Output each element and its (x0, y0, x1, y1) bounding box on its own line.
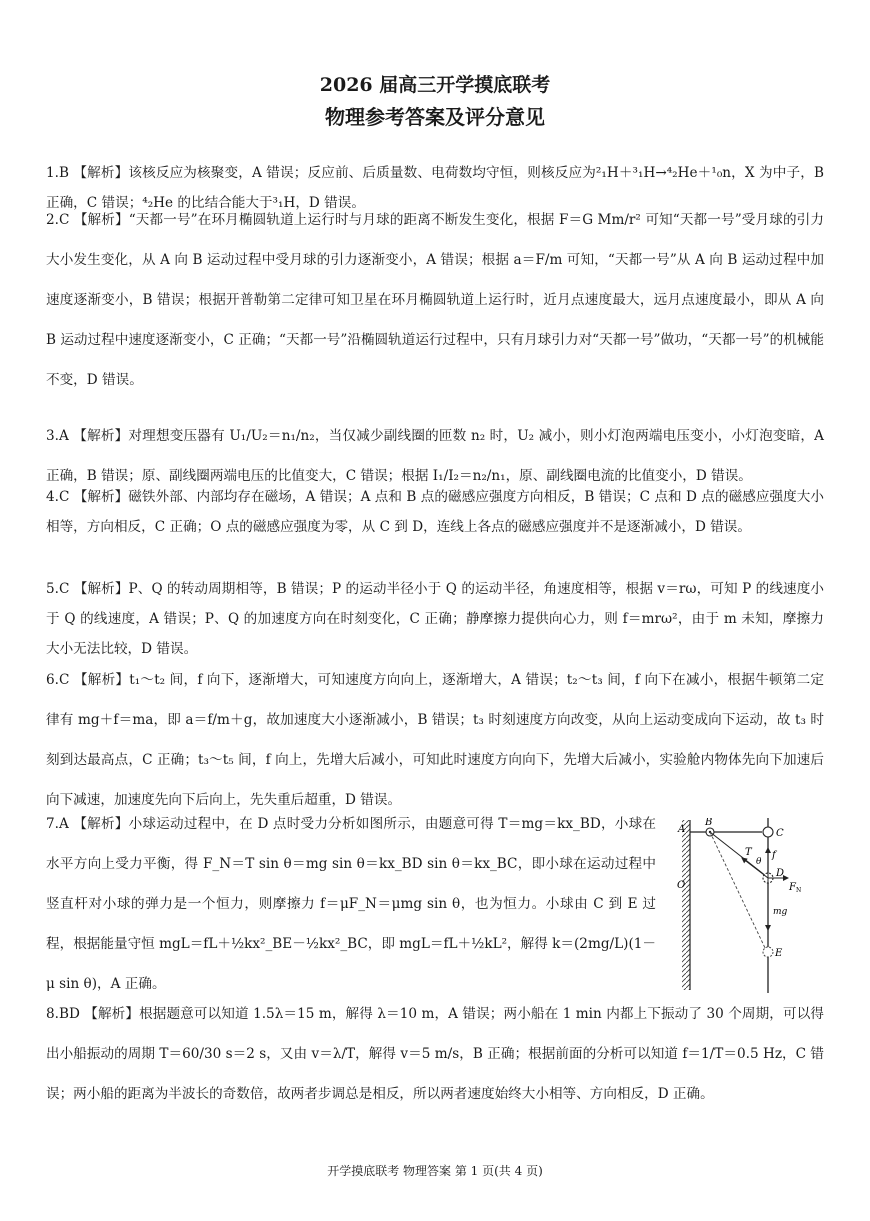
question-6: 6.C 【解析】t₁～t₂ 间，f 向下，逐渐增大，可知速度方向向上，逐渐增大，A 错误；t₂～t₃ 间，f 向下在减小，根据牛顿第二定律有 mg＋f＝ma，即 a＝f/m＋g，故加速度大小逐渐减小，B 错误；t₃ 时刻速度方向改变，从向上运动变成向下运动，故 t₃ 时刻到达最高点，C 正确；t₃～t₅ 间，f 向上，先增大后减小，可知此时速度方向向下，先增大后减小，实验舱内物体先向下加速后向下减速，加速度先向下后向上，先失重后超重，D 错误。 (46, 672, 824, 808)
label-a: A (678, 824, 686, 835)
page-title: 2026 届高三开学摸底联考 (319, 74, 551, 96)
label-theta: θ (756, 857, 762, 867)
wall-hatch (682, 820, 690, 990)
question-2: 2.C 【解析】“天都一号”在环月椭圆轨道上运行时与月球的距离不断发生变化，根据 F＝G Mm/r² 可知“天都一号”受月球的引力大小发生变化，从 A 向 B 运动过程中受月球的引力逐渐变小，A 错误；根据 a＝F/m 可知，“天都一号”从 A 向 B 运动过程中加速度逐渐变小，B 错误；根据开普勒第二定律可知卫星在环月椭圆轨道上运行时，近月点速度最大，远月点速度最小，即从 A 向 B 运动过程中速度逐渐变小，C 正确；“天都一号”沿椭圆轨道运行过程中，只有月球引力对“天都一号”做功，“天都一号”的机械能不变，D 错误。 (46, 212, 824, 388)
label-fn-sub: N (796, 887, 802, 894)
label-c: C (776, 828, 784, 839)
page-subtitle: 物理参考答案及评分意见 (325, 105, 545, 129)
force-diagram (676, 818, 826, 993)
label-o: O (677, 880, 686, 891)
question-8: 8.BD 【解析】根据题意可以知道 1.5λ＝15 m，解得 λ＝10 m，A 错误；两小船在 1 min 内都上下振动了 30 个周期，可以得出小船振动的周期 T＝60/30 s＝2 s，又由 v＝λ/T，解得 v＝5 m/s，B 正确；根据前面的分析可以知道 f＝1/T＝0.5 Hz，C 错误；两小船的距离为半波长的奇数倍，故两者步调总是相反，所以两者速度始终大小相等、方向相反，D 正确。 (46, 1006, 824, 1102)
question-5: 5.C 【解析】P、Q 的转动周期相等，B 错误；P 的运动半径小于 Q 的运动半径，角速度相等，根据 v＝rω，可知 P 的线速度小于 Q 的线速度，A 错误；P、Q 的加速度方向在时刻变化，C 正确；静摩擦力提供向心力，则 f＝mrω²，由于 m 未知，摩擦力大小无法比较，D 错误。 (46, 581, 824, 657)
question-7: 7.A 【解析】小球运动过程中，在 D 点时受力分析如图所示，由题意可得 T＝mg＝kx_BD，小球在水平方向上受力平衡，得 F_N＝T sin θ＝mg sin θ＝kx_BD sin θ＝kx_BC，即小球在运动过程中竖直杆对小球的弹力是一个恒力，则摩擦力 f＝μF_N＝μmg sin θ，也为恒力。小球由 C 到 E 过程，根据能量守恒 mgL＝fL＋½kx²_BE－½kx²_BC，即 mgL＝fL＋½kL²，解得 k＝(2mg/L)(1－μ sin θ)，A 正确。 (46, 816, 656, 992)
question-3: 3.A 【解析】对理想变压器有 U₁/U₂＝n₁/n₂，当仅减少副线圈的匝数 n₂ 时，U₂ 减小，则小灯泡两端电压变小，小灯泡变暗，A 正确，B 错误；原、副线圈两端电压的比值变大，C 错误；根据 I₁/I₂＝n₂/n₁，原、副线圈电流的比值变小，D 错误。 (46, 428, 824, 484)
question-1: 1.B 【解析】该核反应为核聚变，A 错误；反应前、后质量数、电荷数均守恒，则核反应为²₁H＋³₁H→⁴₂He＋¹₀n，X 为中子，B 正确，C 错误；⁴₂He 的比结合能大于³₁H，D 错误。 (46, 165, 824, 211)
label-d: D (776, 868, 785, 879)
question-4: 4.C 【解析】磁铁外部、内部均存在磁场，A 错误；A 点和 B 点的磁感应强度方向相反，B 错误；C 点和 D 点的磁感应强度大小相等，方向相反，C 正确；O 点的磁感应强度为零，从 C 到 D，连线上各点的磁感应强度并不是逐渐减小，D 错误。 (46, 489, 824, 535)
ring-c (763, 827, 773, 837)
force-t (742, 858, 768, 878)
label-mg: mg (773, 907, 788, 917)
string-be (710, 832, 766, 950)
label-e: E (775, 948, 783, 959)
ball-e (763, 947, 773, 957)
label-f: f (772, 850, 776, 861)
label-fn: F (789, 882, 796, 893)
page-footer: 开学摸底联考 物理答案 第 1 页(共 4 页) (327, 1164, 543, 1178)
label-t: T (745, 847, 752, 858)
label-b: B (705, 818, 713, 828)
